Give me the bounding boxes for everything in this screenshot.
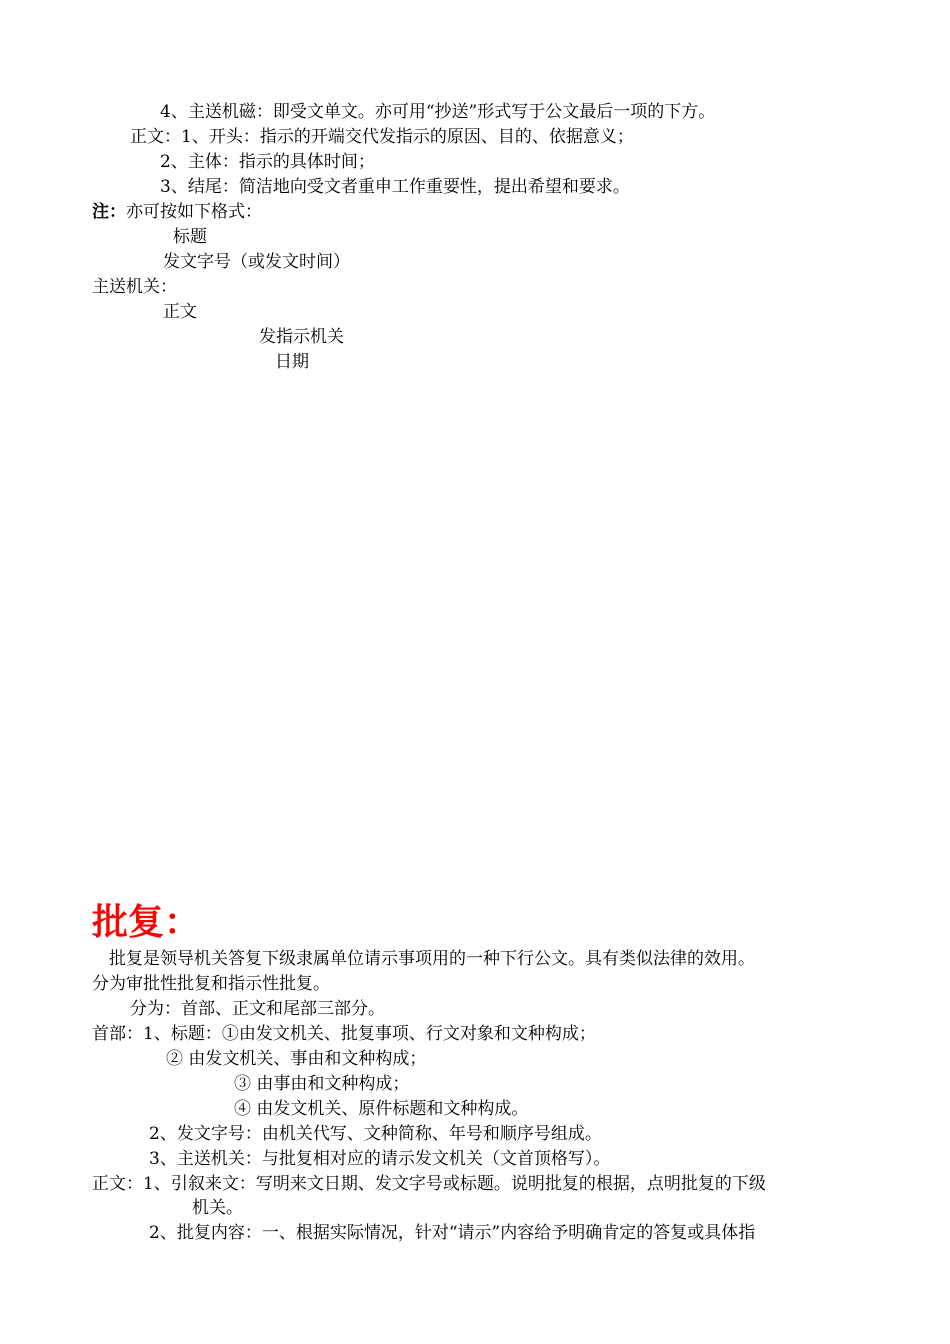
pifu-intro-1: 批复是领导机关答复下级隶属单位请示事项用的一种下行公文。具有类似法律的效用。 bbox=[109, 949, 755, 969]
format-recipient: 主送机关： bbox=[92, 277, 177, 297]
note-line bbox=[92, 201, 262, 223]
note-label: 注： bbox=[92, 202, 126, 222]
body-cite-source: 正文：1、引叙来文：写明来文日期、发文字号或标题。说明批复的根据，点明批复的下级 bbox=[92, 1174, 766, 1194]
format-issuer: 发指示机关 bbox=[259, 327, 344, 347]
header-title-2: ② 由发文机关、事由和文种构成； bbox=[166, 1049, 427, 1069]
format-body: 正文 bbox=[163, 302, 197, 322]
format-doc-number: 发文字号（或发文时间） bbox=[163, 252, 350, 272]
body-main: 2、主体：指示的具体时间； bbox=[160, 152, 375, 172]
body-ending: 3、结尾：简洁地向受文者重申工作重要性，提出希望和要求。 bbox=[160, 177, 630, 197]
header-title-1: 首部：1、标题：①由发文机关、批复事项、行文对象和文种构成； bbox=[92, 1024, 596, 1044]
body-opening: 正文：1、开头：指示的开端交代发指示的原因、目的、依据意义； bbox=[130, 127, 634, 147]
pifu-parts: 分为：首部、正文和尾部三部分。 bbox=[130, 999, 385, 1019]
header-recipient: 3、主送机关：与批复相对应的请示发文机关（文首顶格写）。 bbox=[149, 1149, 611, 1169]
header-doc-number: 2、发文字号：由机关代写、文种简称、年号和顺序号组成。 bbox=[149, 1124, 602, 1144]
pifu-intro-2: 分为审批性批复和指示性批复。 bbox=[92, 974, 330, 994]
note-text: 亦可按如下格式： bbox=[126, 202, 262, 222]
format-title: 标题 bbox=[173, 227, 207, 247]
body-cite-source-cont: 机关。 bbox=[192, 1198, 243, 1218]
body-reply-content: 2、批复内容：一、根据实际情况，针对“请示”内容给予明确肯定的答复或具体指 bbox=[149, 1223, 756, 1243]
header-title-4: ④ 由发文机关、原件标题和文种构成。 bbox=[234, 1099, 529, 1119]
item-4-recipient: 4、主送机磁：即受文单文。亦可用“抄送”形式写于公文最后一项的下方。 bbox=[160, 102, 716, 122]
format-date: 日期 bbox=[275, 352, 309, 372]
pifu-heading: 批复： bbox=[92, 902, 201, 943]
header-title-3: ③ 由事由和文种构成； bbox=[234, 1074, 410, 1094]
